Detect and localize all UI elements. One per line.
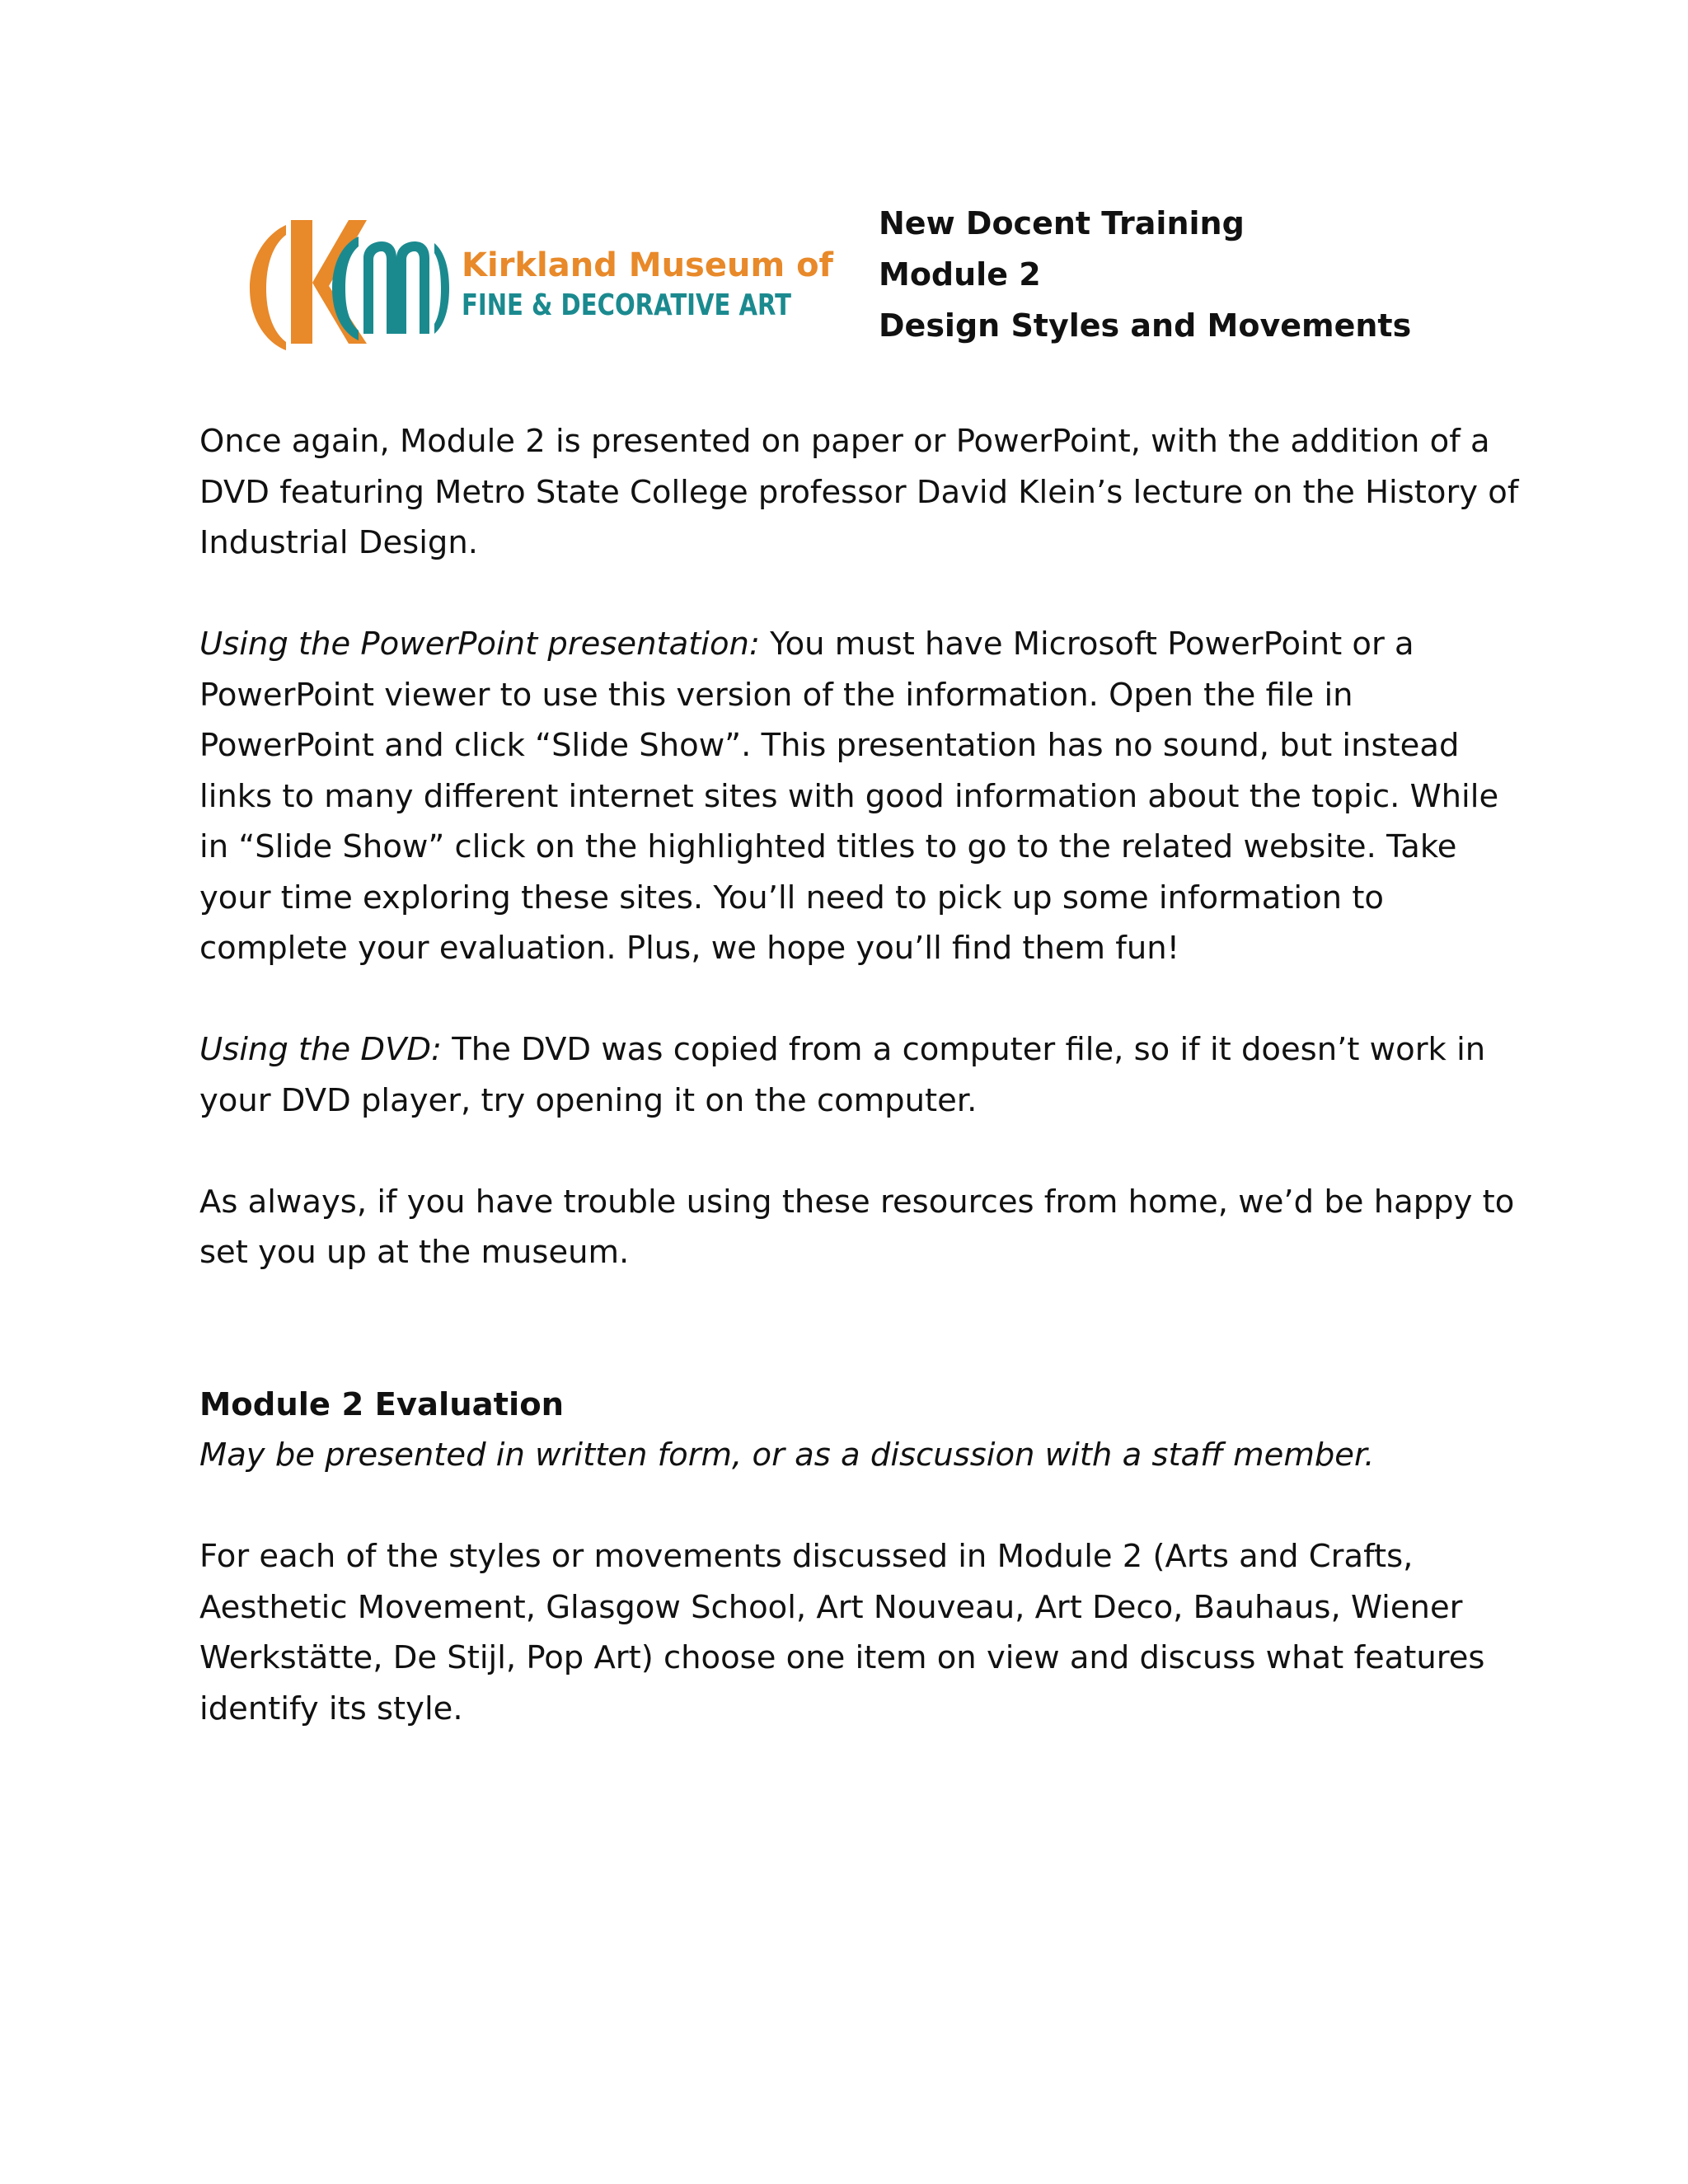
intro-paragraph: Once again, Module 2 is presented on paper or PowerPoint, with the addition of a DVD featuring Metro State College professor David Klein’s lecture on the History of Industrial Design. [199, 423, 1519, 561]
spacer [199, 1329, 1535, 1380]
powerpoint-paragraph [199, 619, 1535, 974]
evaluation-heading: Module 2 Evaluation [199, 1385, 565, 1423]
dvd-lead: Using the DVD: [199, 1031, 443, 1068]
dvd-paragraph [199, 1024, 1535, 1126]
document-body [199, 416, 1535, 1785]
evaluation-paragraph: For each of the styles or movements discussed in Module 2 (Arts and Crafts, Aesthetic Movement, Glasgow School, Art Nouveau, Art Deco, Bauhaus, Wiener Werkstätte, De Stijl, Pop Art) choose one item on view and discuss what features identify its style. [199, 1538, 1485, 1727]
header-line-topic: Design Styles and Movements [879, 307, 1412, 344]
kirkland-museum-logo [243, 210, 833, 350]
dvd-text: The DVD was copied from a computer file, so if it doesn’t work in your DVD player, try opening it on the computer. [199, 1031, 1486, 1119]
header-line-module: Module 2 [879, 256, 1041, 293]
logo-name-line2: FINE & DECORATIVE ART [462, 288, 792, 322]
logo-name-line1: Kirkland Museum of [462, 246, 833, 284]
header-line-training: New Docent Training [879, 205, 1245, 241]
powerpoint-lead: Using the PowerPoint presentation: [199, 626, 760, 663]
help-paragraph: As always, if you have trouble using these resources from home, we’d be happy to set you up at the museum. [199, 1183, 1515, 1271]
powerpoint-text: You must have Microsoft PowerPoint or a PowerPoint viewer to use this version of the information. Open the file in PowerPoint and click “Slide Show”. This presentation has no sound, but instead links to many different internet sites with good information about the topic. While in “Slide Show” click on the highlighted titles to go to the related website. Take your time exploring these sites. You’ll need to pick up some information to complete your evaluation. Plus, we hope you’ll find them fun! [199, 626, 1499, 967]
evaluation-note: May be presented in written form, or as a discussion with a staff member. [199, 1436, 1375, 1474]
document-header [879, 198, 1538, 351]
